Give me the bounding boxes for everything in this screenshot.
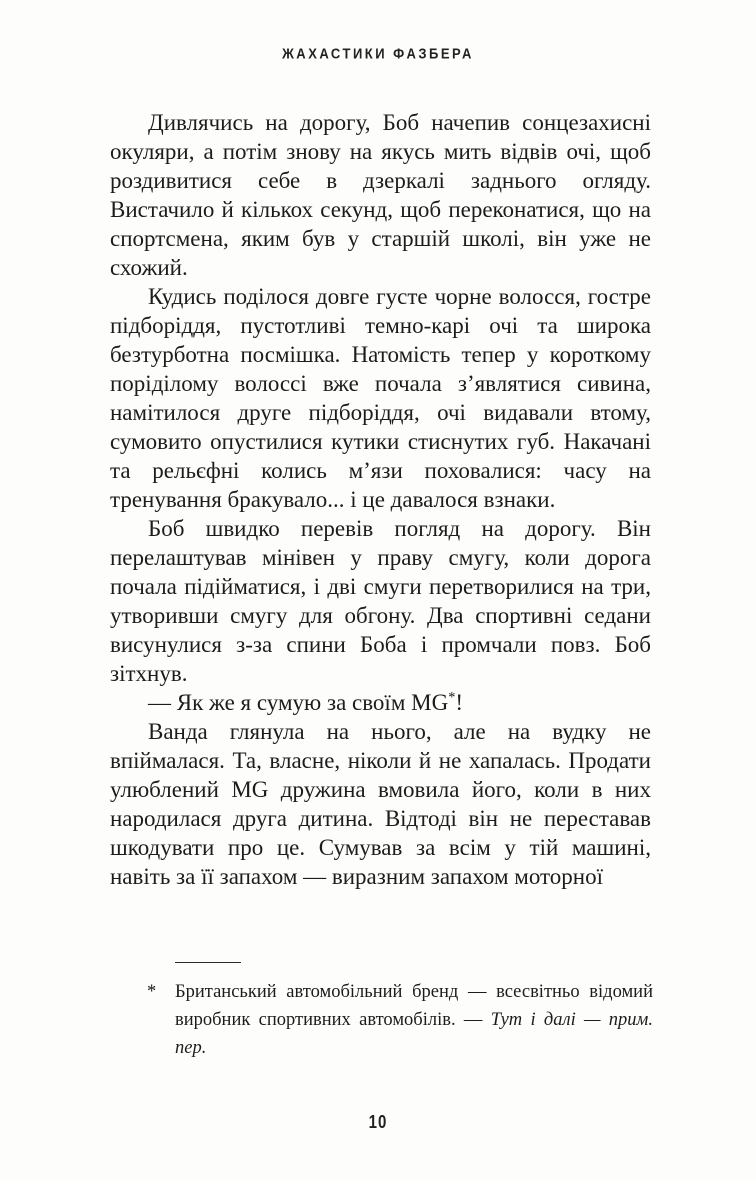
footnote-text	[175, 978, 653, 1062]
dialogue-text-end: !	[455, 690, 463, 715]
paragraph: Боб швидко перевів погляд на дорогу. Він перелаштував мінівен у праву смугу, коли дорога почала підійматися, і дві смуги перетворилися на три, утворивши смугу для обгону. Два спортивні седани висунулися з-за спини Боба і промчали повз. Боб зітхнув.	[110, 516, 651, 686]
footnote-marker: *	[147, 982, 157, 1002]
dialogue-text: — Як же я сумую за своїм MG	[148, 690, 449, 715]
footnote-area	[147, 962, 653, 1062]
dialogue-line	[110, 688, 651, 717]
page-number: 10	[368, 1112, 388, 1133]
paragraph: Ванда глянула на нього, але на вудку не впіймалася. Та, власне, ніколи й не хапалась. Продати улюблений MG дружина вмовила його, коли в них народилася друга дитина. Відтоді він не переставав шкодувати про це. Сумував за всім у тій машині, навіть за її запахом — виразним запахом моторної	[110, 719, 651, 889]
footnote-divider	[175, 962, 241, 963]
running-header	[0, 45, 756, 62]
page-body	[110, 108, 651, 891]
paragraph: Дивлячись на дорогу, Боб начепив сонцезахисні окуляри, а потім знову на якусь мить відвів очі, щоб роздивитися себе в дзеркалі заднього огляду. Вистачило й кількох секунд, щоб переконатися, що на спортсмена, яким був у старшій школі, він уже не схожий.	[110, 110, 651, 280]
paragraph: Кудись поділося довге густе чорне волосся, гостре підборіддя, пустотливі темно-карі очі та широка безтурботна посмішка. Натомість тепер у короткому поріділому волоссі вже почала з’являтися сивина, намітилося друге підборіддя, очі видавали втому, сумовито опустилися кутики стиснутих губ. Накачані та рельєфні колись м’язи поховалися: часу на тренування бракувало... і це давалося взнаки.	[110, 284, 651, 512]
running-header-title: ЖАХАСТИКИ ФАЗБЕРА	[282, 44, 474, 63]
footnote-text-italic: Тут і далі — прим. пер.	[175, 1010, 653, 1058]
footnote-reference-marker: *	[448, 689, 456, 706]
footnote-text-regular: Британський автомобільний бренд — всесвітньо відомий виробник спортивних автомобілів. —	[175, 982, 653, 1030]
footnote	[147, 978, 653, 1062]
